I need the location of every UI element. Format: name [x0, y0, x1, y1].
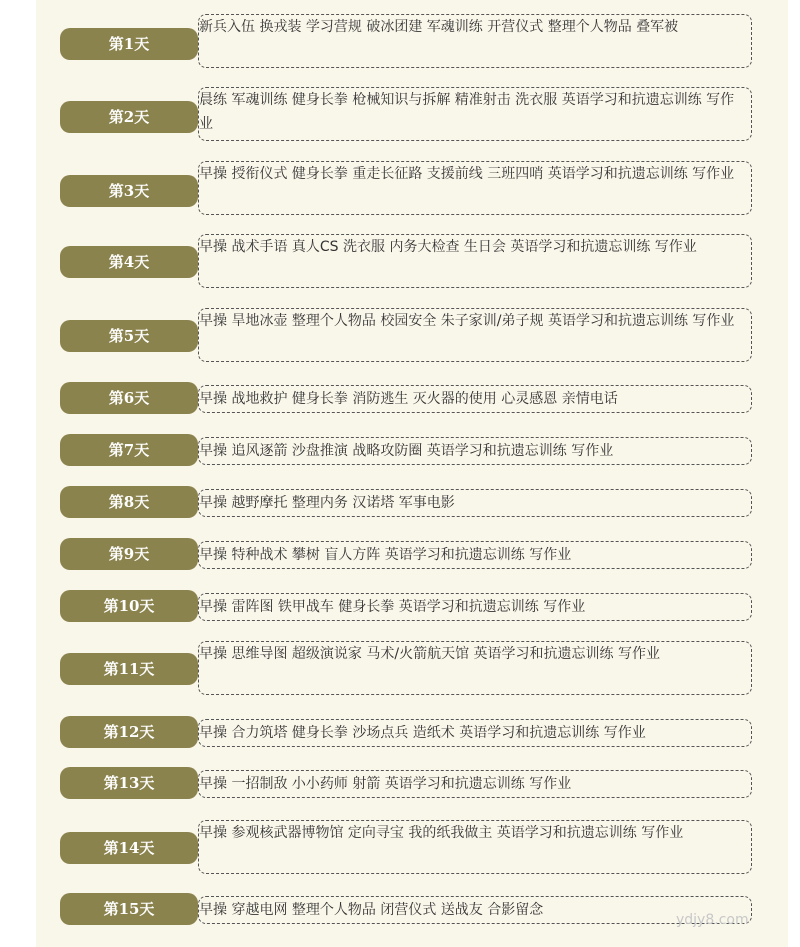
- day-label: 第4天: [60, 246, 198, 278]
- schedule-row-day-2: [36, 87, 788, 143]
- day-label: 第15天: [60, 893, 198, 925]
- schedule-panel: [36, 0, 788, 947]
- schedule-row-day-14: [36, 820, 788, 876]
- day-activities: 早操 参观核武器博物馆 定向寻宝 我的纸我做主 英语学习和抗遗忘训练 写作业: [198, 820, 752, 874]
- day-activities: 早操 雷阵图 铁甲战车 健身长拳 英语学习和抗遗忘训练 写作业: [198, 593, 752, 621]
- day-label: 第7天: [60, 434, 198, 466]
- day-activities: 早操 授衔仪式 健身长拳 重走长征路 支援前线 三班四哨 英语学习和抗遗忘训练 写作业: [198, 161, 752, 215]
- day-label: 第10天: [60, 590, 198, 622]
- schedule-row-day-1: [36, 14, 788, 70]
- schedule-row-day-3: [36, 161, 788, 217]
- day-activities: 早操 越野摩托 整理内务 汉诺塔 军事电影: [198, 489, 752, 517]
- day-activities: 新兵入伍 换戎装 学习营规 破冰团建 军魂训练 开营仪式 整理个人物品 叠军被: [198, 14, 752, 68]
- day-label: 第11天: [60, 653, 198, 685]
- schedule-row-day-6: [36, 382, 788, 416]
- day-label: 第13天: [60, 767, 198, 799]
- schedule-row-day-13: [36, 767, 788, 801]
- day-label: 第3天: [60, 175, 198, 207]
- schedule-row-day-7: [36, 434, 788, 468]
- day-activities: 早操 穿越电网 整理个人物品 闭营仪式 送战友 合影留念: [198, 896, 752, 924]
- day-label: 第5天: [60, 320, 198, 352]
- day-label: 第2天: [60, 101, 198, 133]
- site-watermark: ydjy8.com: [676, 912, 749, 928]
- schedule-row-day-5: [36, 308, 788, 364]
- day-activities: 晨练 军魂训练 健身长拳 枪械知识与拆解 精准射击 洗衣服 英语学习和抗遗忘训练 写作业: [198, 87, 752, 141]
- schedule-row-day-4: [36, 234, 788, 290]
- day-label: 第12天: [60, 716, 198, 748]
- day-activities: 早操 战术手语 真人CS 洗衣服 内务大检查 生日会 英语学习和抗遗忘训练 写作业: [198, 234, 752, 288]
- schedule-row-day-10: [36, 590, 788, 624]
- day-activities: 早操 思维导图 超级演说家 马术/火箭航天馆 英语学习和抗遗忘训练 写作业: [198, 641, 752, 695]
- day-activities: 早操 合力筑塔 健身长拳 沙场点兵 造纸术 英语学习和抗遗忘训练 写作业: [198, 719, 752, 747]
- day-label: 第9天: [60, 538, 198, 570]
- schedule-row-day-11: [36, 641, 788, 697]
- day-activities: 早操 追风逐箭 沙盘推演 战略攻防圈 英语学习和抗遗忘训练 写作业: [198, 437, 752, 465]
- schedule-row-day-9: [36, 538, 788, 572]
- day-activities: 早操 一招制敌 小小药师 射箭 英语学习和抗遗忘训练 写作业: [198, 770, 752, 798]
- day-activities: 早操 旱地冰壶 整理个人物品 校园安全 朱子家训/弟子规 英语学习和抗遗忘训练 写作业: [198, 308, 752, 362]
- day-label: 第14天: [60, 832, 198, 864]
- schedule-row-day-12: [36, 716, 788, 750]
- schedule-row-day-8: [36, 486, 788, 520]
- day-activities: 早操 特种战术 攀树 盲人方阵 英语学习和抗遗忘训练 写作业: [198, 541, 752, 569]
- day-activities: 早操 战地救护 健身长拳 消防逃生 灭火器的使用 心灵感恩 亲情电话: [198, 385, 752, 413]
- day-label: 第6天: [60, 382, 198, 414]
- day-label: 第1天: [60, 28, 198, 60]
- day-label: 第8天: [60, 486, 198, 518]
